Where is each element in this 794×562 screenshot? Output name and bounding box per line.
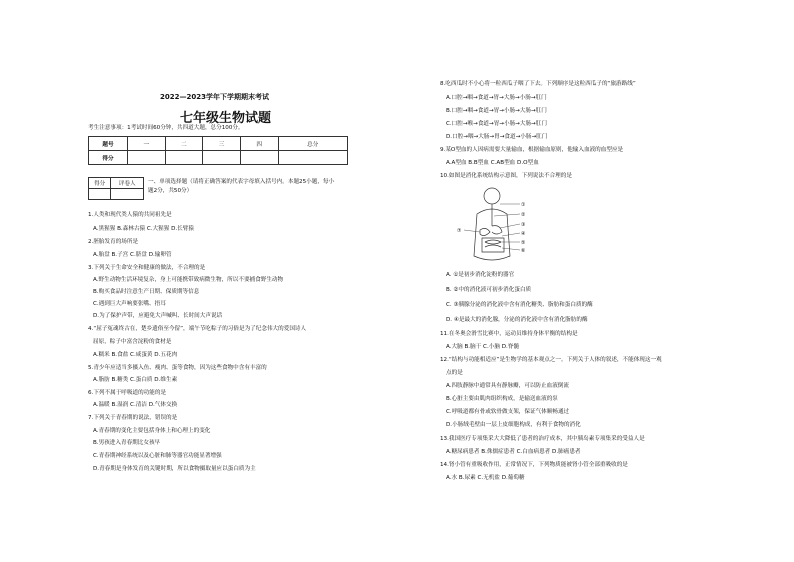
exam-title: 七年级生物试题 [180, 111, 272, 126]
score-table-header-row [89, 137, 348, 151]
question-line: 屈原，粽子中富含淀粉的食材是 [93, 339, 172, 345]
option-line: A.糯米 B.食盐 C.咸蛋黄 D.五花肉 [93, 352, 178, 358]
option-line: A.水 B.尿素 C.无机盐 D.葡萄糖 [446, 475, 525, 481]
question-line: 4.“屈子冤魂终古在，楚乡遗俗至今留”，端午节吃粽子的习俗是为了纪念伟大的爱国诗人 [88, 326, 307, 332]
option-line: D.小肠绒毛壁由一层上皮细胞构成，有利于食物的消化 [446, 422, 581, 428]
option-line: A.A型血 B.B型血 C.AB型血 D.O型血 [446, 160, 539, 166]
option-line: A.脂肪 B.糖类 C.蛋白质 D.维生素 [93, 377, 178, 383]
option-line: B.男孩进入青春期比女孩早 [93, 440, 161, 446]
option-line: C. ③胰腺分泌的消化液中含有消化糖类、脂肪和蛋白质的酶 [446, 302, 593, 308]
diagram-label: ① [521, 202, 526, 208]
score-cell: 题号 [89, 137, 128, 151]
score-blank[interactable] [278, 151, 348, 165]
question-line: 7.下列关于青春期的说法，错误的是 [88, 415, 178, 421]
score-row-label: 得分 [89, 151, 128, 165]
exam-notice: 考生注意事项：1考试时间60分钟，共四道大题，总分100分。 [88, 125, 244, 131]
grader-name-label: 评卷人 [111, 178, 144, 189]
option-line: A.口腔→咽→食道→胃→大肠→小肠→肛门 [446, 95, 547, 101]
score-cell: 四 [240, 137, 278, 151]
score-blank[interactable] [240, 151, 278, 165]
section-heading-line1: 一、单项选择题（请将正确答案的代表字母填入括号内。本题25小题，每小 [148, 179, 335, 185]
digestive-system-diagram [452, 186, 532, 266]
option-line: C.呼吸道都有骨或软骨做支架，保证气体顺畅通过 [446, 409, 570, 415]
question-line: 11.在冬奥会滑雪比赛中，运动员维持身体平衡的结构是 [440, 331, 578, 337]
score-cell: 三 [203, 137, 241, 151]
diagram-label: ③ [521, 222, 526, 228]
option-line: B. ②中的消化液可初步消化蛋白质 [446, 287, 532, 293]
option-line: D.青春期是身体发育的关键时期，所以食物摄取量应以蛋白质为主 [93, 466, 256, 472]
question-line: 13.我国医疗专项集采大大降低了患者的治疗成本，其中胰岛素专项集采的受益人是 [440, 436, 645, 442]
section-heading-line2: 题2分，共50分） [148, 188, 193, 194]
question-line: 3.下列关于生命安全和健康的做法，不合理的是 [88, 265, 206, 271]
option-line: C.青春期神经系统以及心脏和肺等器官功能显著增强 [93, 453, 222, 459]
diagram-label: ⑦ [457, 228, 462, 234]
question-line: 5.青少年应适当多摄入鱼、瘦肉、蛋等食物，因为这些食物中含有丰富的 [88, 365, 267, 371]
question-line: 14.肾小管有重吸收作用，正常情况下，下列物质能被肾小管全部重吸收的是 [440, 462, 628, 468]
grader-name-blank[interactable] [111, 189, 144, 200]
diagram-label: ② [521, 212, 526, 218]
option-line: A.胎盘 B.子宫 C.脐盘 D.输卵管 [93, 252, 172, 258]
grader-box [88, 177, 144, 200]
question-line: 10.如图是消化系统结构示意图，下列说法不合理的是 [440, 173, 572, 179]
option-line: B.购买食品时注意生产日期、保质期等信息 [93, 289, 200, 295]
option-line: C.遇到巨大声响要张嘴、捂耳 [93, 301, 166, 307]
diagram-label: ⑥ [521, 248, 526, 254]
question-line: 6.下列不属于呼吸道的功能的是 [88, 390, 167, 396]
score-table-score-row [89, 151, 348, 165]
score-blank[interactable] [128, 151, 166, 165]
option-line: A.四肢静脉中通常具有静脉瓣，可以防止血液倒流 [446, 383, 569, 389]
option-line: D.为了保护声带，应避免大声喊叫、长时间大声说话 [93, 313, 223, 319]
score-cell: 二 [165, 137, 203, 151]
option-line: A.大脑 B.脑干 C.小脑 D.脊髓 [446, 344, 519, 350]
question-line: 9.某O型血的人因病需要大量输血，根据输血原则，他输入血液的血型应是 [440, 147, 624, 153]
question-line: 2.胚胎发育的场所是 [88, 239, 139, 245]
exam-line: 2022—2023学年下学期期末考试 [160, 93, 269, 101]
score-cell: 一 [128, 137, 166, 151]
score-blank[interactable] [165, 151, 203, 165]
option-line: A.青春期的变化主要包括身体上和心理上的变化 [93, 428, 211, 434]
grader-score-blank[interactable] [89, 189, 111, 200]
question-line: 8.吃西瓜时不小心将一粒西瓜子咽了下去。下列顺序是这粒西瓜子的“旅游路线” [440, 81, 636, 87]
diagram-label: ④ [521, 231, 526, 237]
option-line: A.糖尿病患者 B.侏儒症患者 C.白血病患者 D.肺癌患者 [446, 449, 581, 455]
grader-score-label: 得分 [89, 178, 111, 189]
option-line: B.心脏主要由肌肉组织构成，是输送血液的泵 [446, 396, 558, 402]
option-line: A.野生动物生活环境复杂，身上可能携带致病微生物，所以不要捕食野生动物 [93, 277, 284, 283]
question-line: 12.“结构与功能相适应”是生物学的基本观点之一。下列关于人体的叙述，不能体现这一观 [440, 357, 662, 363]
option-line: B.口腔→咽→食道→胃→小肠→大肠→肛门 [446, 108, 547, 114]
option-line: D.口腔→咽→大肠→胃→食道→小肠→肛门 [446, 134, 548, 140]
score-cell: 总分 [278, 137, 348, 151]
score-blank[interactable] [203, 151, 241, 165]
option-line: A.温暖 B.湿润 C.清洁 D.气体交换 [93, 402, 178, 408]
score-table [88, 136, 348, 165]
diagram-label: ⑤ [521, 240, 526, 246]
option-line: D. ④是最大的消化腺，分泌的消化液中含有消化脂肪的酶 [446, 317, 588, 323]
question-line: 点的是 [446, 370, 463, 376]
option-line: A. ①是初步消化淀粉的器官 [446, 272, 515, 278]
question-line: 1.人类和现代类人猿的共同祖先是 [88, 212, 172, 218]
option-line: A.黑猩猩 B.森林古猿 C.大猩猩 D.长臂猿 [93, 226, 194, 232]
option-line: C.口腔→喉→食道→胃→小肠→大肠→肛门 [446, 121, 547, 127]
